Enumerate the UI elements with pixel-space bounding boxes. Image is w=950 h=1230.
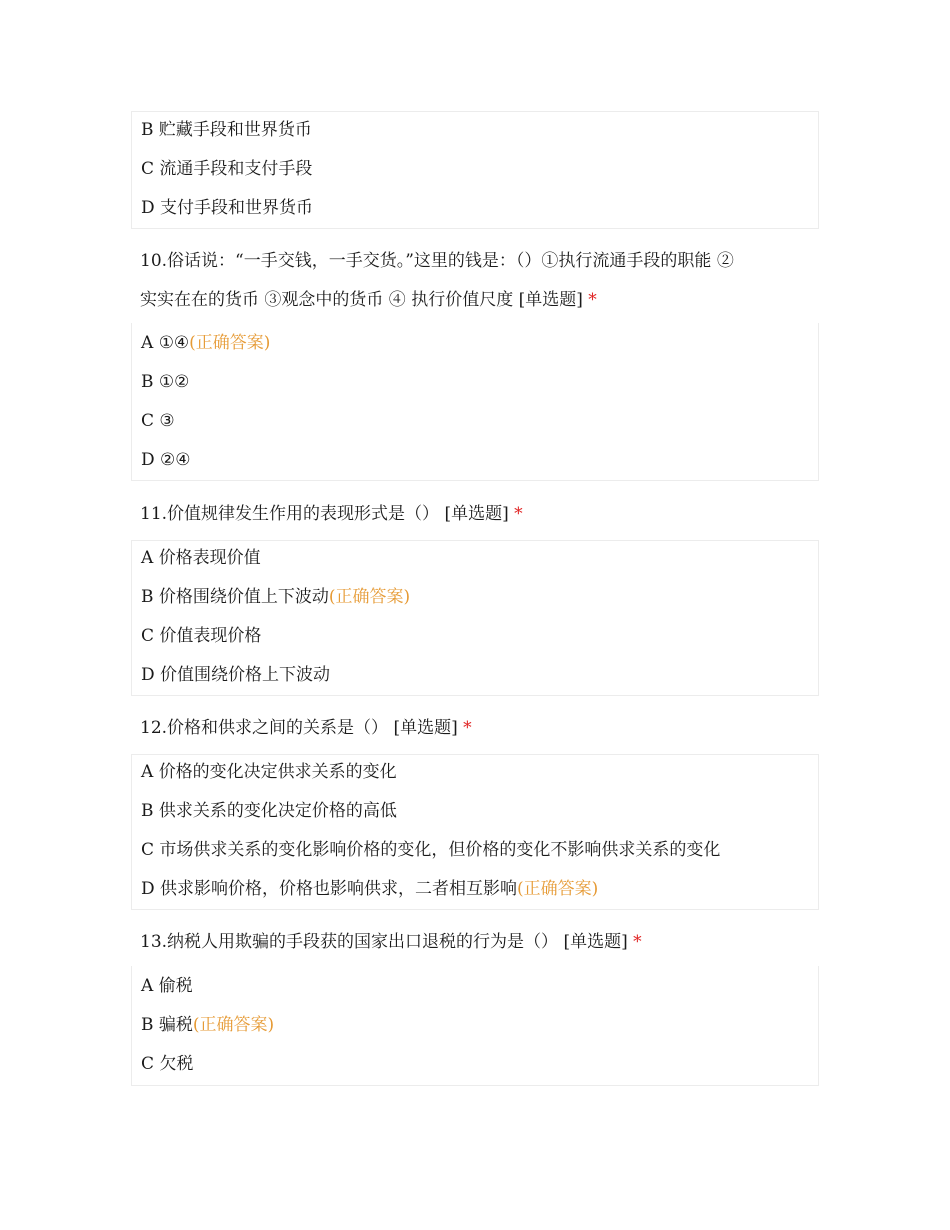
option-letter: C bbox=[141, 411, 155, 431]
q12-option-b[interactable] bbox=[141, 801, 397, 821]
q10-option-a[interactable] bbox=[141, 333, 270, 353]
option-text: ③ bbox=[159, 411, 175, 431]
correct-answer-label: (正确答案) bbox=[192, 1015, 275, 1035]
option-text: ①② bbox=[158, 372, 190, 392]
q12-option-c[interactable] bbox=[141, 840, 720, 860]
q12-options bbox=[131, 754, 819, 910]
option-letter: B bbox=[141, 587, 154, 607]
required-marker: * bbox=[633, 932, 642, 952]
option-text: 市场供求关系的变化影响价格的变化，但价格的变化不影响供求关系的变化 bbox=[159, 840, 721, 860]
option-letter: A bbox=[141, 333, 154, 353]
option-letter: A bbox=[141, 762, 154, 782]
option-letter: B bbox=[141, 120, 154, 140]
option-letter: C bbox=[141, 626, 155, 646]
q13-option-a[interactable] bbox=[141, 976, 193, 996]
option-text: 供求影响价格，价格也影响供求，二者相互影响 bbox=[160, 879, 518, 899]
q9-option-d[interactable] bbox=[141, 198, 313, 218]
q10-option-c[interactable] bbox=[141, 411, 175, 431]
q13-options bbox=[131, 966, 819, 1086]
option-text: 流通手段和支付手段 bbox=[159, 159, 313, 179]
option-text: 价格围绕价值上下波动 bbox=[158, 587, 329, 607]
option-letter: D bbox=[141, 879, 155, 899]
q9-option-c[interactable] bbox=[141, 159, 312, 179]
option-letter: B bbox=[141, 801, 154, 821]
q11-option-a[interactable] bbox=[141, 548, 261, 568]
q11-option-b[interactable] bbox=[141, 587, 410, 607]
q9-option-b[interactable] bbox=[141, 120, 312, 140]
option-letter: B bbox=[141, 372, 154, 392]
option-text: 支付手段和世界货币 bbox=[160, 198, 314, 218]
required-marker: * bbox=[463, 718, 472, 738]
option-text: 价值围绕价格上下波动 bbox=[160, 665, 331, 685]
q12-option-d[interactable] bbox=[141, 879, 598, 899]
option-letter: C bbox=[141, 159, 155, 179]
q11-options bbox=[131, 540, 819, 696]
q12-option-a[interactable] bbox=[141, 762, 397, 782]
q10-question bbox=[140, 251, 820, 311]
q12-question bbox=[140, 718, 820, 738]
q10-option-d[interactable] bbox=[141, 450, 191, 470]
option-text: 偷税 bbox=[158, 976, 193, 996]
option-letter: B bbox=[141, 1015, 154, 1035]
required-marker: * bbox=[514, 504, 523, 524]
q10-options bbox=[131, 323, 819, 481]
q9-options bbox=[131, 111, 819, 229]
required-marker: * bbox=[588, 290, 597, 310]
q11-question bbox=[140, 504, 820, 524]
option-letter: C bbox=[141, 1054, 155, 1074]
q13-question-line-1: 13.纳税人用欺骗的手段获的国家出口退税的行为是（） [单选题] * bbox=[140, 932, 642, 952]
option-text: 贮藏手段和世界货币 bbox=[158, 120, 312, 140]
q11-option-c[interactable] bbox=[141, 626, 261, 646]
q11-option-d[interactable] bbox=[141, 665, 330, 685]
option-text: 骗税 bbox=[158, 1015, 193, 1035]
option-text: 欠税 bbox=[159, 1054, 194, 1074]
q11-question-line-1: 11.价值规律发生作用的表现形式是（） [单选题] * bbox=[140, 504, 523, 524]
correct-answer-label: (正确答案) bbox=[328, 587, 411, 607]
q10-question-line-2: 实实在在的货币 ③观念中的货币 ④ 执行价值尺度 [单选题] * bbox=[140, 290, 597, 310]
q13-option-c[interactable] bbox=[141, 1054, 193, 1074]
correct-answer-label: (正确答案) bbox=[189, 333, 271, 353]
q10-option-b[interactable] bbox=[141, 372, 189, 392]
option-letter: A bbox=[141, 548, 154, 568]
option-letter: D bbox=[141, 450, 155, 470]
correct-answer-label: (正确答案) bbox=[517, 879, 599, 899]
option-letter: D bbox=[141, 665, 155, 685]
q13-option-b[interactable] bbox=[141, 1015, 274, 1035]
option-letter: A bbox=[141, 976, 154, 996]
option-letter: D bbox=[141, 198, 155, 218]
option-text: 供求关系的变化决定价格的高低 bbox=[158, 801, 397, 821]
option-letter: C bbox=[141, 840, 155, 860]
option-text: ②④ bbox=[160, 450, 191, 470]
q10-question-line-1: 10.俗话说：“一手交钱，一手交货。”这里的钱是：（）①执行流通手段的职能 ② bbox=[140, 251, 734, 271]
q13-question bbox=[140, 932, 820, 952]
option-text: ①④ bbox=[158, 333, 190, 353]
option-text: 价格表现价值 bbox=[158, 548, 261, 568]
q12-question-line-1: 12.价格和供求之间的关系是（） [单选题] * bbox=[140, 718, 472, 738]
option-text: 价值表现价格 bbox=[159, 626, 262, 646]
option-text: 价格的变化决定供求关系的变化 bbox=[158, 762, 397, 782]
